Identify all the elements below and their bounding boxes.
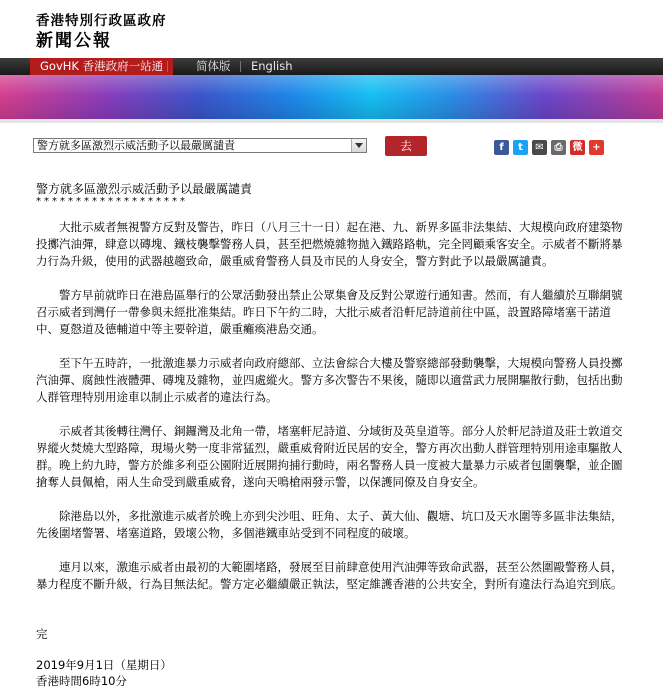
article-paragraph: 大批示威者無視警方反對及警告，昨日（八月三十一日）起在港、九、新界多區非法集結、大規模向政府建築物投擲汽油彈，肆意以磚塊、鐵枝襲擊警務人員，甚至把燃燒雜物拋入鐵路路軌，完全罔顧乘客安全。示威者不斷將暴力行為升級，使用的武器越趨致命，嚴重威脅警務人員及市民的人身安全，警方對此予以最嚴厲譴責。: [36, 220, 623, 268]
banner-divider: [0, 119, 663, 123]
banner-gradient-overlay: [0, 75, 663, 119]
article-paragraph: 至下午五時許，一批激進暴力示威者向政府總部、立法會綜合大樓及警察總部發動襲擊，大規模向警務人員投擲汽油彈、腐蝕性液體彈、磚塊及雜物，並四處縱火。警方多次警告不果後，隨即以適當武力展開驅散行動，包括出動人群管理特別用途車以制止示威者的違法行為。: [36, 356, 623, 404]
facebook-icon[interactable]: f: [494, 140, 509, 155]
twitter-icon[interactable]: t: [513, 140, 528, 155]
email-icon[interactable]: ✉: [532, 140, 547, 155]
english-link[interactable]: English: [251, 59, 293, 73]
article-paragraph: 除港島以外，多批激進示威者於晚上亦到尖沙咀、旺角、太子、黃大仙、觀塘、坑口及天水圍等多區非法集結，先後圍堵警署、堵塞道路，毀壞公物，多個港鐵車站受到不同程度的破壞。: [36, 509, 623, 540]
print-icon[interactable]: ⎙: [551, 140, 566, 155]
masthead: [0, 0, 663, 56]
article-paragraph: 連月以來，激進示威者由最初的大範圍堵路，發展至目前肆意使用汽油彈等致命武器，甚至公然圍毆警務人員，暴力程度不斷升級，行為目無法紀。警方定必繼續嚴正執法，堅定維護香港的公共安全，對所有違法行為追究到底。: [36, 560, 623, 591]
nav-divider: [167, 61, 168, 72]
weibo-icon[interactable]: 微: [570, 140, 585, 155]
release-time: 香港時間6時10分: [36, 674, 127, 688]
top-navigation-bar: [0, 58, 663, 75]
headline-separator: *******************: [36, 196, 188, 207]
article-end-mark: 完: [36, 627, 48, 641]
article-headline: 警方就多區激烈示威活動予以最嚴厲譴責: [36, 182, 253, 196]
press-release-selector[interactable]: [33, 138, 367, 153]
release-date: 2019年9月1日（星期日）: [36, 658, 172, 672]
article-paragraph: 警方早前就昨日在港島區舉行的公眾活動發出禁止公眾集會及反對公眾遊行通知書。然而，有人繼續於互聯網號召示威者到灣仔一帶參與未經批准集結。昨日下午約二時，大批示威者沿軒尼詩道前往中區，設置路障堵塞干諾道中、夏慤道及德輔道中等主要幹道，嚴重癱瘓港島交通。: [36, 288, 623, 336]
government-name: 香港特別行政區政府: [36, 13, 167, 29]
govhk-home-link[interactable]: GovHK 香港政府一站通: [30, 58, 173, 75]
nav-divider: [240, 61, 241, 72]
dropdown-arrow-icon[interactable]: [351, 139, 366, 152]
simplified-chinese-link[interactable]: 简体版: [196, 59, 231, 73]
plus-icon[interactable]: +: [589, 140, 604, 155]
go-button[interactable]: 去: [385, 136, 427, 156]
selected-press-release: 警方就多區激烈示威活動予以最嚴厲譴責: [37, 139, 235, 152]
article-paragraph: 示威者其後轉往灣仔、銅鑼灣及北角一帶，堵塞軒尼詩道、分域街及英皇道等。部分人於軒尼詩道及莊士敦道交界縱火焚燒大型路障，現場火勢一度非常猛烈，嚴重威脅附近民居的安全，警方再次出動人群管理特別用途車驅散人群。晚上約九時，警方於維多利亞公園附近展開拘捕行動時，兩名警務人員一度被大量暴力示威者包圍襲擊，並企圖搶奪人員佩槍，兩人生命受到嚴重威脅，遂向天鳴槍兩發示警，以保護同僚及自身安全。: [36, 424, 623, 489]
publication-title: 新聞公報: [36, 31, 112, 51]
decorative-banner: [0, 75, 663, 119]
